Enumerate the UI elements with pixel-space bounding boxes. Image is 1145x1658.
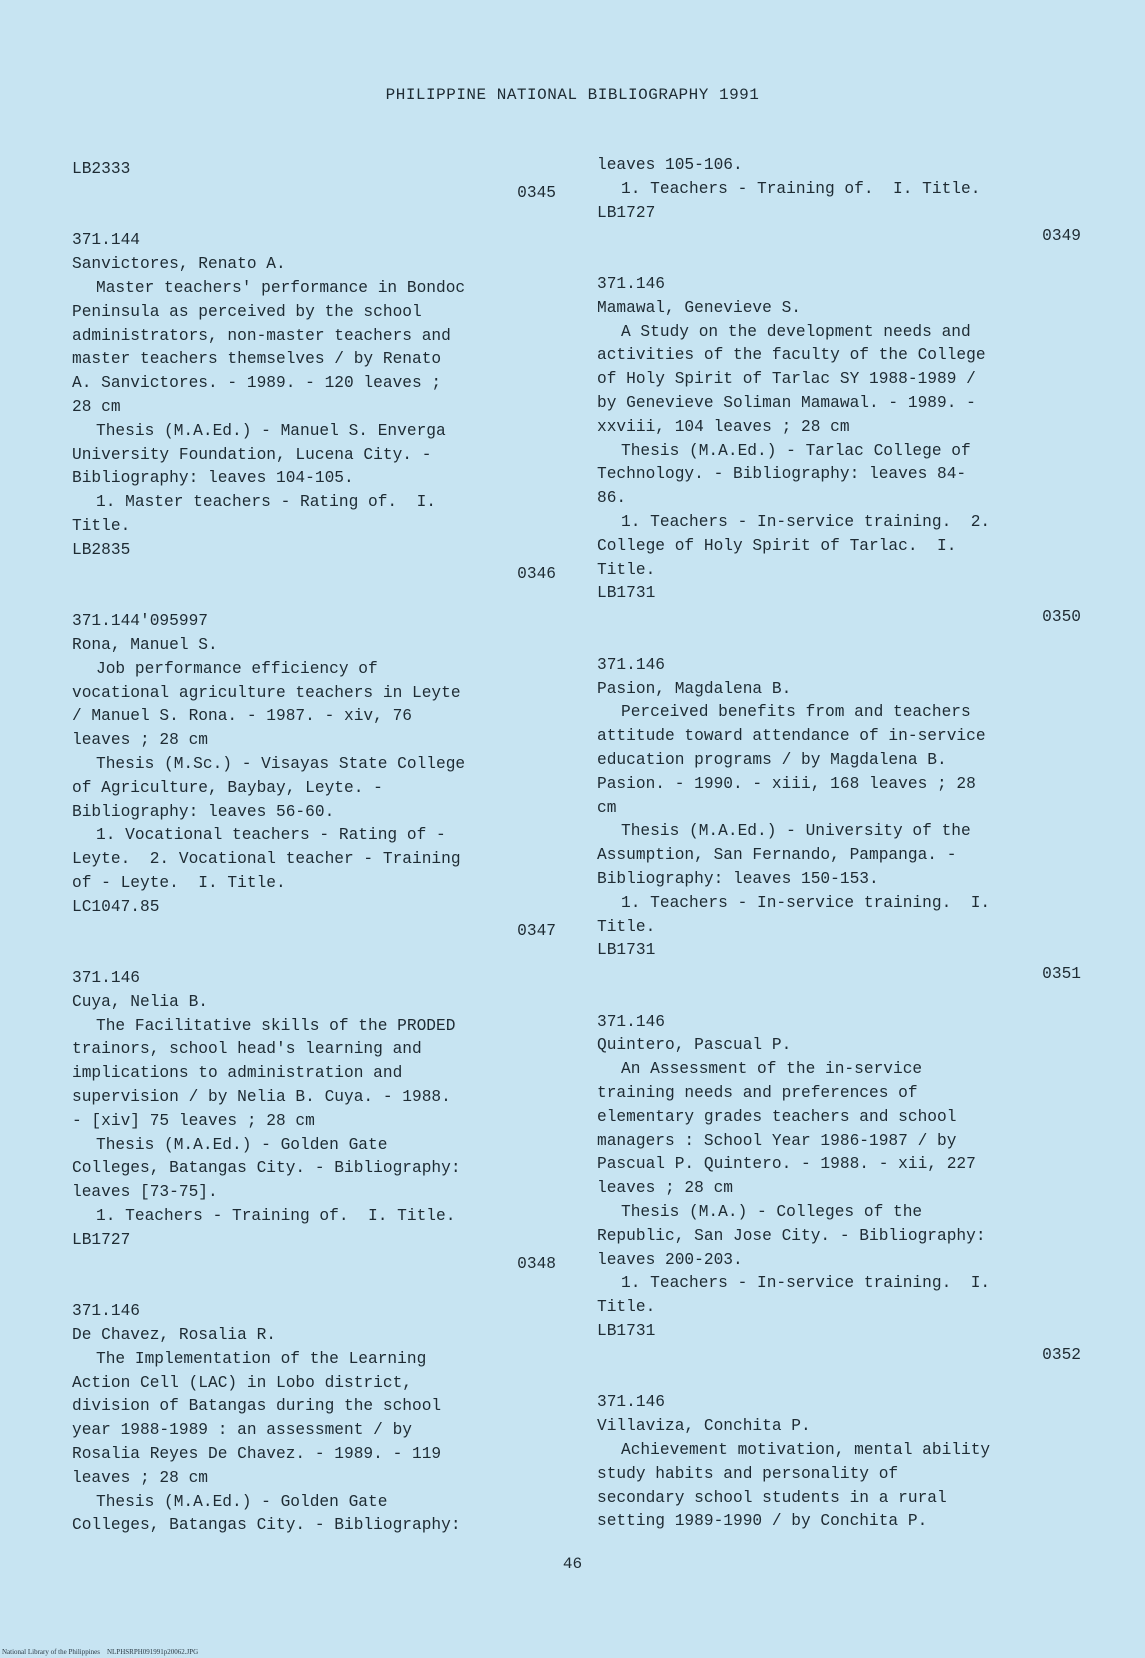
entry-line: Colleges, Batangas City. - Bibliography: — [72, 1516, 461, 1535]
entry-line: Leyte. 2. Vocational teacher - Training — [72, 850, 461, 869]
entry-line: master teachers themselves / by Renato — [72, 350, 442, 369]
entry-number: 0348 — [517, 1254, 556, 1273]
page-title: PHILIPPINE NATIONAL BIBLIOGRAPHY 1991 — [385, 86, 760, 104]
entry-line: Rosalia Reyes De Chavez. - 1989. - 119 — [72, 1445, 442, 1464]
entry-line: Thesis (M.A.Ed.) - Golden Gate — [96, 1135, 388, 1154]
entry-line: The Implementation of the Learning — [96, 1349, 427, 1368]
entry-line: Thesis (M.A.Ed.) - Tarlac College of — [621, 441, 971, 460]
entry-line: LB1731 — [597, 941, 656, 960]
entry-line: training needs and preferences of — [597, 1084, 918, 1103]
entry-line: by Genevieve Soliman Mamawal. - 1989. - — [597, 393, 976, 412]
entry-line: managers : School Year 1986-1987 / by — [597, 1131, 957, 1150]
entry-line: Bibliography: leaves 56-60. — [72, 802, 335, 821]
entry-number: 0345 — [517, 183, 556, 202]
entry-line: LB1731 — [597, 584, 656, 603]
entry-line: Thesis (M.Sc.) - Visayas State College — [96, 754, 466, 773]
entry-line: Peninsula as perceived by the school — [72, 302, 422, 321]
left-column — [72, 158, 556, 1538]
entry-line: 371.146 — [72, 969, 140, 988]
entry-line: Republic, San Jose City. - Bibliography: — [597, 1226, 986, 1245]
entry-line: attitude toward attendance of in-service — [597, 727, 986, 746]
entry-line: De Chavez, Rosalia R. — [72, 1326, 276, 1345]
entry-line: Rona, Manuel S. — [72, 635, 218, 654]
entry-line: The Facilitative skills of the PRODED — [96, 1016, 456, 1035]
entry-line: supervision / by Nelia B. Cuya. - 1988. — [72, 1088, 451, 1107]
entry-line: Assumption, San Fernando, Pampanga. - — [597, 846, 957, 865]
entry-line: Action Cell (LAC) in Lobo district, — [72, 1373, 412, 1392]
entry-line: Perceived benefits from and teachers — [621, 703, 971, 722]
entry-line: education programs / by Magdalena B. — [597, 750, 947, 769]
entry-line: Sanvictores, Renato A. — [72, 255, 286, 274]
entry-line: cm — [597, 798, 617, 817]
entry-line: 1. Master teachers - Rating of. I. — [96, 493, 436, 512]
entry-line: A Study on the development needs and — [621, 322, 971, 341]
footer-credit: National Library of the Philippines NLPHSRPH091991p20062.JPG — [2, 1648, 199, 1656]
entry-line: Title. — [597, 1298, 656, 1317]
entry-line: 1. Teachers - Training of. I. Title. — [96, 1207, 456, 1226]
entry-line: Bibliography: leaves 104-105. — [72, 469, 354, 488]
entry-line: 371.146 — [597, 1012, 665, 1031]
entry-line: 371.144'095997 — [72, 612, 208, 631]
entry-line: 371.146 — [597, 655, 665, 674]
entry-gap — [72, 586, 556, 610]
entry-line: implications to administration and — [72, 1064, 403, 1083]
entry-line: of Holy Spirit of Tarlac SY 1988-1989 / — [597, 370, 976, 389]
entry-line: 371.146 — [597, 274, 665, 293]
entry-line: - [xiv] 75 leaves ; 28 cm — [72, 1111, 315, 1130]
entry-number: 0347 — [517, 921, 556, 940]
entry-line: leaves ; 28 cm — [72, 1468, 208, 1487]
entry-line: Bibliography: leaves 150-153. — [597, 869, 879, 888]
page-number: 46 — [562, 1555, 583, 1573]
entry-line: vocational agriculture teachers in Leyte — [72, 683, 461, 702]
entry-line: 1. Teachers - In-service training. I. — [621, 1274, 991, 1293]
entry-gap — [597, 630, 1081, 654]
entry-line: College of Holy Spirit of Tarlac. I. — [597, 536, 957, 555]
right-column — [597, 154, 1081, 1534]
entry-line: Achievement motivation, mental ability — [621, 1441, 991, 1460]
entry-line: leaves ; 28 cm — [597, 1179, 733, 1198]
entry-line: Thesis (M.A.) - Colleges of the — [621, 1203, 923, 1222]
entry-line: 371.144 — [72, 231, 140, 250]
entry-gap — [597, 249, 1081, 273]
entry-line: 86. — [597, 489, 627, 508]
entry-line: Thesis (M.A.Ed.) - University of the — [621, 822, 971, 841]
entry-line: leaves 200-203. — [597, 1250, 743, 1269]
entry-line: elementary grades teachers and school — [597, 1107, 957, 1126]
entry-line: of Agriculture, Baybay, Leyte. - — [72, 778, 383, 797]
entry-line: trainors, school head's learning and — [72, 1040, 422, 1059]
entry-number: 0349 — [1042, 227, 1081, 246]
entry-line: Title. — [72, 516, 131, 535]
entry-gap — [72, 206, 556, 230]
entry-line: 1. Vocational teachers - Rating of - — [96, 826, 446, 845]
entry-line: Title. — [597, 917, 656, 936]
entry-gap — [72, 943, 556, 967]
entry-line: administrators, non-master teachers and — [72, 326, 451, 345]
entry-line: Quintero, Pascual P. — [597, 1036, 792, 1055]
entry-line: Pasion. - 1990. - xiii, 168 leaves ; 28 — [597, 774, 976, 793]
entry-line: University Foundation, Lucena City. - — [72, 445, 432, 464]
entry-line: Pasion, Magdalena B. — [597, 679, 792, 698]
entry-line: Villaviza, Conchita P. — [597, 1417, 811, 1436]
entry-line: LC1047.85 — [72, 897, 160, 916]
entry-number: 0352 — [1042, 1345, 1081, 1364]
entry-gap — [72, 1276, 556, 1300]
entry-number: 0346 — [517, 564, 556, 583]
entry-line: year 1988-1989 : an assessment / by — [72, 1421, 412, 1440]
entry-line: / Manuel S. Rona. - 1987. - xiv, 76 — [72, 707, 412, 726]
entry-line: leaves 105-106. — [597, 156, 743, 174]
entry-line: secondary school students in a rural — [597, 1488, 947, 1507]
entry-line: LB2333 — [72, 160, 131, 178]
entry-line: LB1727 — [597, 203, 656, 222]
entry-line: Thesis (M.A.Ed.) - Manuel S. Enverga — [96, 421, 446, 440]
entry-line: An Assessment of the in-service — [621, 1060, 923, 1079]
entry-line: LB1731 — [597, 1322, 656, 1341]
entry-line: A. Sanvictores. - 1989. - 120 leaves ; — [72, 374, 442, 393]
entry-line: leaves ; 28 cm — [72, 731, 208, 750]
entry-line: Mamawal, Genevieve S. — [597, 298, 801, 317]
entry-line: Colleges, Batangas City. - Bibliography: — [72, 1159, 461, 1178]
entry-line: division of Batangas during the school — [72, 1397, 442, 1416]
entry-line: setting 1989-1990 / by Conchita P. — [597, 1512, 928, 1531]
entry-gap — [597, 987, 1081, 1011]
entry-number: 0350 — [1042, 608, 1081, 627]
entry-line: 1. Teachers - In-service training. I. — [621, 893, 991, 912]
entry-line: Technology. - Bibliography: leaves 84- — [597, 465, 967, 484]
entry-gap — [597, 1368, 1081, 1392]
entry-line: Pascual P. Quintero. - 1988. - xii, 227 — [597, 1155, 976, 1174]
entry-line: Thesis (M.A.Ed.) - Golden Gate — [96, 1492, 388, 1511]
entry-line: LB1727 — [72, 1230, 131, 1249]
entry-line: leaves [73-75]. — [72, 1183, 218, 1202]
entry-line: Title. — [597, 560, 656, 579]
entry-line: Job performance efficiency of — [96, 659, 378, 678]
entry-line: of - Leyte. I. Title. — [72, 873, 286, 892]
entry-line: xxviii, 104 leaves ; 28 cm — [597, 417, 850, 436]
entry-line: 1. Teachers - Training of. I. Title. — [621, 179, 981, 198]
entry-line: 371.146 — [72, 1302, 140, 1321]
entry-line: 28 cm — [72, 397, 121, 416]
entry-line: Master teachers' performance in Bondoc — [96, 278, 466, 297]
entry-number: 0351 — [1042, 965, 1081, 984]
entry-line: LB2835 — [72, 540, 131, 559]
entry-line: study habits and personality of — [597, 1464, 899, 1483]
entry-line: Cuya, Nelia B. — [72, 992, 208, 1011]
entry-line: activities of the faculty of the College — [597, 346, 986, 365]
entry-line: 371.146 — [597, 1393, 665, 1412]
entry-line: 1. Teachers - In-service training. 2. — [621, 512, 991, 531]
